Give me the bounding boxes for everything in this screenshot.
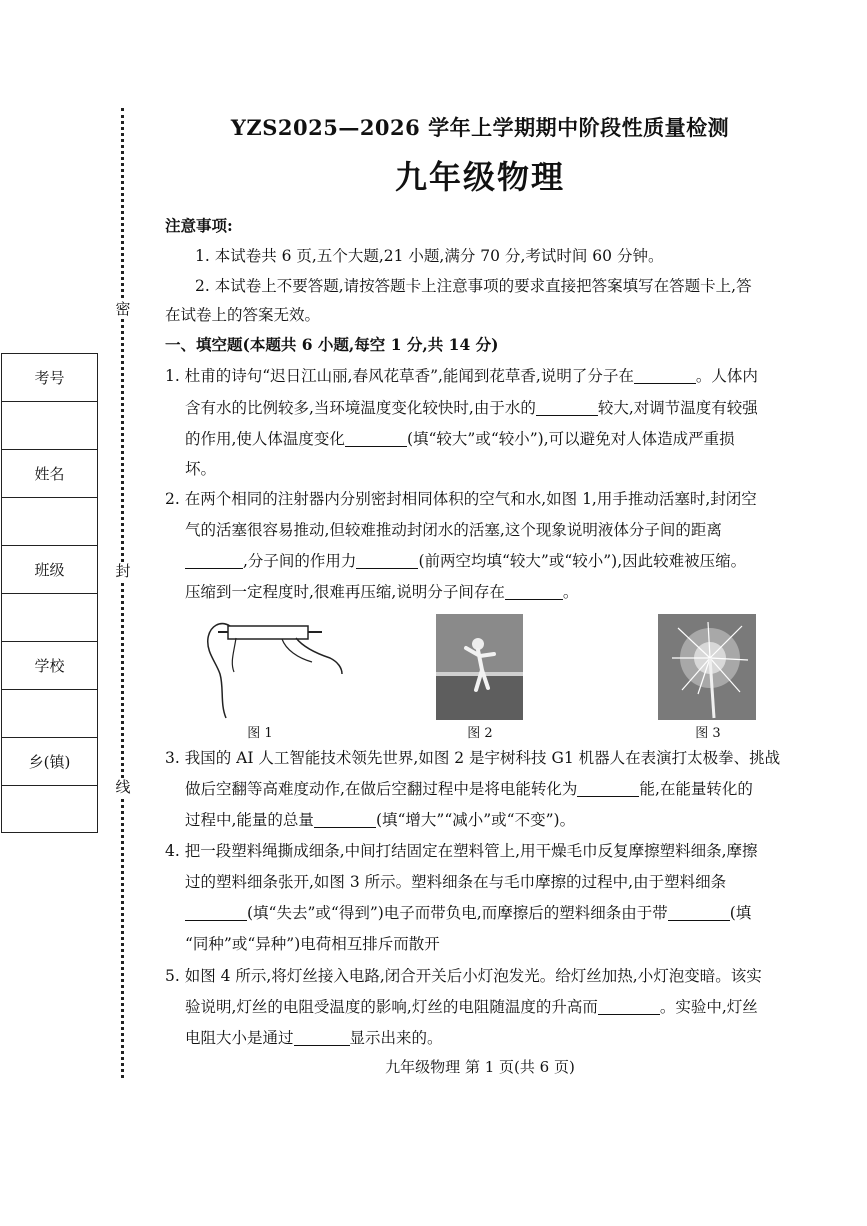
notes-item-2-line-1: 2. 本试卷上不要答题,请按答题卡上注意事项的要求直接把答案填写在答题卡上,答 bbox=[195, 277, 752, 295]
q5-line-3 bbox=[185, 1022, 443, 1054]
q2-blank-2[interactable] bbox=[356, 550, 418, 569]
q4-line-2: 过的塑料细条张开,如图 3 所示。塑料细条在与毛巾摩擦的过程中,由于塑料细条 bbox=[185, 873, 727, 891]
right-hand-outline bbox=[296, 638, 342, 674]
q4-text-3a: (填“失去”或“得到”)电子而带负电,而摩擦后的塑料细条由于带 bbox=[247, 904, 668, 922]
q1-blank-2[interactable] bbox=[536, 397, 598, 416]
q2-line-2: 气的活塞很容易推动,但较难推动封闭水的活塞,这个现象说明液体分子间的距离 bbox=[185, 521, 722, 539]
q3-text-2b: 能,在能量转化的 bbox=[639, 780, 753, 798]
q3-line-2 bbox=[185, 773, 753, 805]
q5-blank-2[interactable] bbox=[294, 1027, 350, 1046]
notes-heading: 注意事项: bbox=[165, 216, 233, 235]
figure-1-caption: 图 1 bbox=[247, 726, 273, 741]
q2-text-3a: ,分子间的作用力 bbox=[243, 552, 357, 570]
field-exam-number[interactable] bbox=[2, 402, 97, 450]
q5-text-2a: 验说明,灯丝的电阻受温度的影响,灯丝的电阻随温度的升高而 bbox=[185, 998, 598, 1016]
q5-text-2b: 。实验中,灯丝 bbox=[659, 998, 758, 1016]
q1-line-3 bbox=[185, 423, 735, 455]
q4-text-3b: (填 bbox=[729, 904, 752, 922]
q3-line-3 bbox=[185, 804, 575, 836]
q2-text-4a: 压缩到一定程度时,很难再压缩,说明分子间存在 bbox=[185, 583, 505, 601]
figure-2-caption: 图 2 bbox=[467, 726, 493, 741]
q1-line-1 bbox=[165, 360, 758, 392]
q1-text-2b: 较大,对调节温度有较强 bbox=[597, 399, 758, 417]
q2-line-4 bbox=[185, 576, 578, 608]
figure-3-caption: 图 3 bbox=[695, 726, 721, 741]
label-class: 班级 bbox=[2, 546, 97, 594]
q3-blank-1[interactable] bbox=[577, 778, 639, 797]
q2-text-4b: 。 bbox=[562, 583, 579, 601]
q4-line-3 bbox=[185, 897, 751, 929]
q5-line-2 bbox=[185, 991, 758, 1023]
q5-text-3a: 电阻大小是通过 bbox=[185, 1029, 294, 1047]
field-township[interactable] bbox=[2, 786, 97, 834]
q3-text-3a: 过程中,能量的总量 bbox=[185, 811, 314, 829]
q5-blank-1[interactable] bbox=[598, 996, 660, 1015]
label-township: 乡(镇) bbox=[2, 738, 97, 786]
q2-line-3 bbox=[185, 545, 746, 577]
q4-line-1: 4. 把一段塑料绳撕成细条,中间打结固定在塑料管上,用干燥毛巾反复摩擦塑料细条,摩擦 bbox=[165, 842, 758, 860]
label-name: 姓名 bbox=[2, 450, 97, 498]
q5-text-3b: 显示出来的。 bbox=[349, 1029, 443, 1047]
left-hand-outline bbox=[208, 624, 230, 718]
seal-char-mi: 密 bbox=[115, 300, 131, 318]
q1-blank-1[interactable] bbox=[634, 365, 696, 384]
figure-2-robot-photo bbox=[436, 614, 523, 720]
field-class[interactable] bbox=[2, 594, 97, 642]
seal-char-feng: 封 bbox=[115, 562, 131, 580]
q3-text-3b: (填“增大”“减小”或“不变”)。 bbox=[375, 811, 576, 829]
q4-line-4: “同种”或“异种”)电荷相互排斥而散开 bbox=[185, 935, 440, 953]
q1-line-2 bbox=[185, 392, 758, 424]
q1-text-1b: 。人体内 bbox=[695, 367, 758, 385]
q2-line-1: 2. 在两个相同的注射器内分别密封相同体积的空气和水,如图 1,用手推动活塞时,封闭空 bbox=[165, 490, 757, 508]
field-school[interactable] bbox=[2, 690, 97, 738]
syringe-barrel bbox=[228, 626, 308, 639]
q1-blank-3[interactable] bbox=[345, 428, 407, 447]
notes-item-2-line-2: 在试卷上的答案无效。 bbox=[165, 306, 321, 324]
binding-dotted-line bbox=[121, 108, 124, 1078]
page-footer: 九年级物理 第 1 页(共 6 页) bbox=[385, 1058, 575, 1076]
q3-text-2a: 做后空翻等高难度动作,在做后空翻过程中是将电能转化为 bbox=[185, 780, 578, 798]
exam-title: YZS2025—2026 学年上学期期中阶段性质量检测 bbox=[230, 115, 730, 140]
section-1-heading: 一、填空题(本题共 6 小题,每空 1 分,共 14 分) bbox=[165, 335, 499, 354]
field-name[interactable] bbox=[2, 498, 97, 546]
label-school: 学校 bbox=[2, 642, 97, 690]
q1-text-2a: 含有水的比例较多,当环境温度变化较快时,由于水的 bbox=[185, 399, 536, 417]
right-hand-finger bbox=[282, 639, 312, 662]
q1-text-1a: 1. 杜甫的诗句“迟日江山丽,春风花草香”,能闻到花草香,说明了分子在 bbox=[165, 367, 634, 385]
figure-1-syringe-hands bbox=[200, 612, 345, 720]
q2-blank-1[interactable] bbox=[185, 550, 243, 569]
subject-title: 九年级物理 bbox=[394, 158, 565, 196]
figure-3-plastic-strips-photo bbox=[658, 614, 756, 720]
q4-blank-1[interactable] bbox=[185, 902, 247, 921]
student-info-table bbox=[1, 353, 98, 833]
notes-item-1: 1. 本试卷共 6 页,五个大题,21 小题,满分 70 分,考试时间 60 分钟。 bbox=[195, 247, 664, 265]
q2-blank-3[interactable] bbox=[505, 581, 563, 600]
q3-blank-2[interactable] bbox=[314, 809, 376, 828]
q4-blank-2[interactable] bbox=[668, 902, 730, 921]
label-exam-number: 考号 bbox=[2, 354, 97, 402]
q5-line-1: 5. 如图 4 所示,将灯丝接入电路,闭合开关后小灯泡发光。给灯丝加热,小灯泡变暗。该实 bbox=[165, 967, 762, 985]
q1-text-3a: 的作用,使人体温度变化 bbox=[185, 430, 345, 448]
seal-char-xian: 线 bbox=[115, 778, 131, 796]
left-hand-finger bbox=[232, 638, 236, 672]
q2-text-3b: (前两空均填“较大”或“较小”),因此较难被压缩。 bbox=[418, 552, 747, 570]
q1-line-4: 坏。 bbox=[185, 460, 217, 478]
q3-line-1: 3. 我国的 AI 人工智能技术领先世界,如图 2 是宇树科技 G1 机器人在表演打太极拳、挑战 bbox=[165, 749, 781, 767]
q1-text-3b: (填“较大”或“较小”),可以避免对人体造成严重损 bbox=[406, 430, 735, 448]
